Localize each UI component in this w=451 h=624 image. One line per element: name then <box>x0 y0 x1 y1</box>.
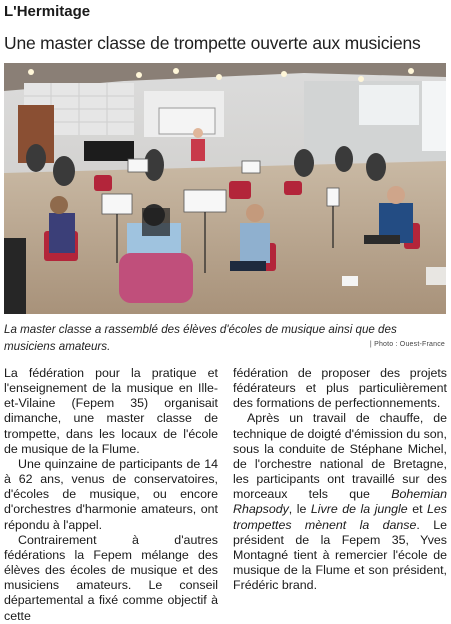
work-title: Livre de la jungle <box>310 502 408 517</box>
article-column-right <box>233 366 447 593</box>
article-headline: Une master classe de trompette ouverte aux musiciens <box>4 33 421 53</box>
photo-caption: La master classe a rassemblé des élèves d'écoles de musique ainsi que des musiciens amateurs. <box>4 323 397 353</box>
work-title: Les trompettes mènent la danse <box>233 502 447 532</box>
paragraph: La fédération pour la pratique et l'enseignement de la musique en Ille-et-Vilaine (Fepem 35) organisait dimanche, une master classe de trompette, dans les locaux de l'école de musique de la Flume. <box>4 366 218 456</box>
text-run: et <box>407 502 428 517</box>
paragraph <box>233 411 447 593</box>
article-photo <box>4 63 446 314</box>
work-title: Bohemian Rhapsody <box>233 487 447 517</box>
article-column-left <box>4 366 218 624</box>
section-rubric: L'Hermitage <box>4 3 91 20</box>
paragraph: Contrairement à d'autres fédérations la Fepem mélange des élèves des écoles de musique et des musiciens amateurs. Le conseil départemental a fixé comme objectif à cette <box>4 532 218 623</box>
photo-credit: | Photo : Ouest-France <box>369 341 445 348</box>
paragraph: Une quinzaine de participants de 14 à 62 ans, venus de conservatoires, d'écoles de musique, ou encore d'orchestres d'harmonie amateurs, ont répondu à l'appel. <box>4 456 218 532</box>
text-run: , le <box>288 502 311 517</box>
text-run: . Le président de la Fepem 35, Yves Montagné tient à remercier l'école de musique de la Flume et son président, Frédéric brand. <box>233 517 447 593</box>
text-run: Après un travail de chauffe, de technique de doigté d'émission du son, sous la conduite de Stéphane Michel, de l'orchestre national de Bretagne, les participants ont travaillé sur des morceaux tels que <box>233 411 447 502</box>
paragraph: fédération de proposer des projets fédérateurs et plus particulièrement des formations de perfectionnements. <box>233 366 447 411</box>
